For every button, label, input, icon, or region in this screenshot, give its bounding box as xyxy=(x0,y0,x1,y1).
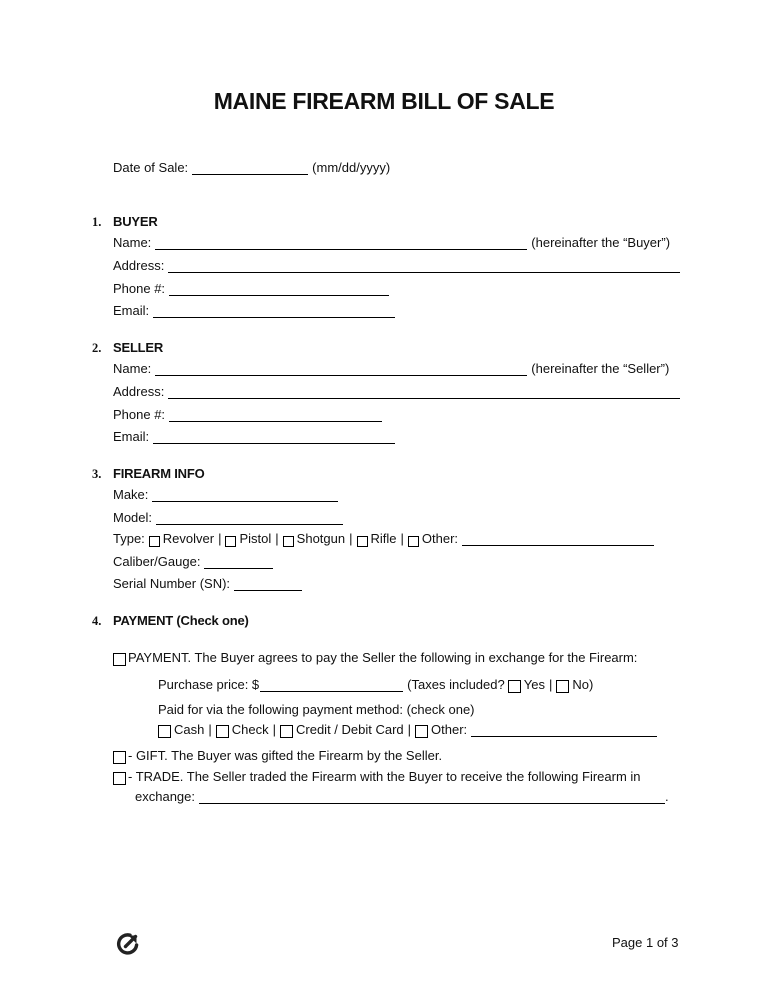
page-number: Page 1 of 3 xyxy=(612,935,679,950)
payment-section-number: 4. xyxy=(92,614,102,628)
model-field[interactable] xyxy=(156,511,343,525)
taxes-label: (Taxes included? xyxy=(407,677,505,692)
seller-phone-row xyxy=(113,407,384,422)
taxes-no-label: No) xyxy=(572,677,594,692)
separator: | xyxy=(275,531,279,546)
seller-name-label: Name: xyxy=(113,361,152,376)
payment-option-label: PAYMENT. The Buyer agrees to pay the Seller the following in exchange for the Firearm: xyxy=(128,650,638,665)
separator: | xyxy=(218,531,222,546)
payment-section-title: PAYMENT (Check one) xyxy=(113,613,249,628)
payment-method-label-row xyxy=(158,702,475,717)
exchange-period: . xyxy=(665,789,669,804)
taxes-yes-label: Yes xyxy=(523,677,545,692)
method-other-label: Other: xyxy=(431,722,468,737)
purchase-price-field[interactable] xyxy=(260,678,403,692)
seller-section-title: SELLER xyxy=(113,340,164,355)
type-other-label: Other: xyxy=(421,531,459,546)
document-title: MAINE FIREARM BILL OF SALE xyxy=(213,88,555,114)
caliber-field[interactable] xyxy=(204,555,273,569)
firearm-section-title: FIREARM INFO xyxy=(113,466,205,481)
method-other-field[interactable] xyxy=(471,723,657,737)
separator: | xyxy=(208,722,212,737)
date-format-hint: (mm/dd/yyyy) xyxy=(312,160,391,175)
separator: | xyxy=(400,531,404,546)
date-of-sale-row xyxy=(113,160,390,175)
make-field[interactable] xyxy=(152,488,338,502)
buyer-phone-field[interactable] xyxy=(169,282,389,296)
seller-email-label: Email: xyxy=(113,429,150,444)
type-revolver-label: Revolver xyxy=(162,531,215,546)
make-row xyxy=(113,487,340,502)
gift-option-label: - GIFT. The Buyer was gifted the Firearm by the Seller. xyxy=(128,748,443,763)
purchase-price-row xyxy=(158,677,593,692)
trade-option-checkbox[interactable] xyxy=(113,772,126,785)
trade-option-label: - TRADE. The Seller traded the Firearm with the Buyer to receive the following Firearm in xyxy=(128,769,641,784)
buyer-section-title: BUYER xyxy=(113,214,158,229)
gift-option-checkbox[interactable] xyxy=(113,751,126,764)
caliber-row xyxy=(113,554,275,569)
payment-method-row xyxy=(158,722,659,737)
method-card-checkbox[interactable] xyxy=(280,725,293,738)
buyer-phone-label: Phone #: xyxy=(113,281,166,296)
taxes-yes-checkbox[interactable] xyxy=(508,680,521,693)
buyer-address-field[interactable] xyxy=(168,259,680,273)
buyer-email-field[interactable] xyxy=(153,304,395,318)
purchase-price-label: Purchase price: $ xyxy=(158,677,260,692)
seller-address-row xyxy=(113,384,682,399)
payment-option-checkbox[interactable] xyxy=(113,653,126,666)
method-cash-label: Cash xyxy=(174,722,205,737)
buyer-address-row xyxy=(113,258,682,273)
model-label: Model: xyxy=(113,510,153,525)
method-cash-checkbox[interactable] xyxy=(158,725,171,738)
arrow-logo-icon xyxy=(116,932,140,961)
caliber-label: Caliber/Gauge: xyxy=(113,554,201,569)
taxes-no-checkbox[interactable] xyxy=(556,680,569,693)
buyer-name-suffix: (hereinafter the “Buyer”) xyxy=(531,235,671,250)
type-label: Type: xyxy=(113,531,145,546)
serial-field[interactable] xyxy=(234,577,302,591)
method-check-label: Check xyxy=(231,722,269,737)
buyer-name-field[interactable] xyxy=(155,236,527,250)
type-shotgun-label: Shotgun xyxy=(296,531,346,546)
seller-phone-label: Phone #: xyxy=(113,407,166,422)
buyer-section-number: 1. xyxy=(92,215,102,229)
make-label: Make: xyxy=(113,487,149,502)
buyer-email-label: Email: xyxy=(113,303,150,318)
buyer-name-row xyxy=(113,235,670,250)
type-other-field[interactable] xyxy=(462,532,654,546)
type-shotgun-checkbox[interactable] xyxy=(283,536,294,547)
separator: | xyxy=(548,677,553,692)
separator: | xyxy=(272,722,276,737)
seller-phone-field[interactable] xyxy=(169,408,382,422)
buyer-name-label: Name: xyxy=(113,235,152,250)
method-card-label: Credit / Debit Card xyxy=(296,722,404,737)
buyer-phone-row xyxy=(113,281,391,296)
buyer-address-label: Address: xyxy=(113,258,165,273)
seller-email-field[interactable] xyxy=(153,430,395,444)
method-check-checkbox[interactable] xyxy=(216,725,229,738)
payment-method-label: Paid for via the following payment method: (check one) xyxy=(158,702,475,717)
type-pistol-label: Pistol xyxy=(239,531,272,546)
serial-label: Serial Number (SN): xyxy=(113,576,231,591)
date-of-sale-field[interactable] xyxy=(192,161,308,175)
type-row xyxy=(113,531,656,546)
method-other-checkbox[interactable] xyxy=(415,725,428,738)
seller-address-label: Address: xyxy=(113,384,165,399)
type-rifle-checkbox[interactable] xyxy=(357,536,368,547)
buyer-email-row xyxy=(113,303,397,318)
seller-email-row xyxy=(113,429,397,444)
seller-address-field[interactable] xyxy=(168,385,680,399)
type-other-checkbox[interactable] xyxy=(408,536,419,547)
exchange-row xyxy=(135,789,669,804)
type-rifle-label: Rifle xyxy=(370,531,397,546)
model-row xyxy=(113,510,345,525)
type-revolver-checkbox[interactable] xyxy=(149,536,160,547)
exchange-label: exchange: xyxy=(135,789,195,804)
serial-row xyxy=(113,576,304,591)
separator: | xyxy=(407,722,412,737)
payment-option-row xyxy=(113,650,637,665)
seller-name-field[interactable] xyxy=(155,362,527,376)
trade-option-row xyxy=(113,769,641,784)
separator: | xyxy=(349,531,353,546)
date-of-sale-label: Date of Sale: xyxy=(113,160,189,175)
gift-option-row xyxy=(113,748,442,763)
type-pistol-checkbox[interactable] xyxy=(225,536,236,547)
seller-name-row xyxy=(113,361,669,376)
seller-name-suffix: (hereinafter the “Seller”) xyxy=(531,361,670,376)
firearm-section-number: 3. xyxy=(92,467,102,481)
seller-section-number: 2. xyxy=(92,341,102,355)
exchange-field[interactable] xyxy=(199,790,665,804)
